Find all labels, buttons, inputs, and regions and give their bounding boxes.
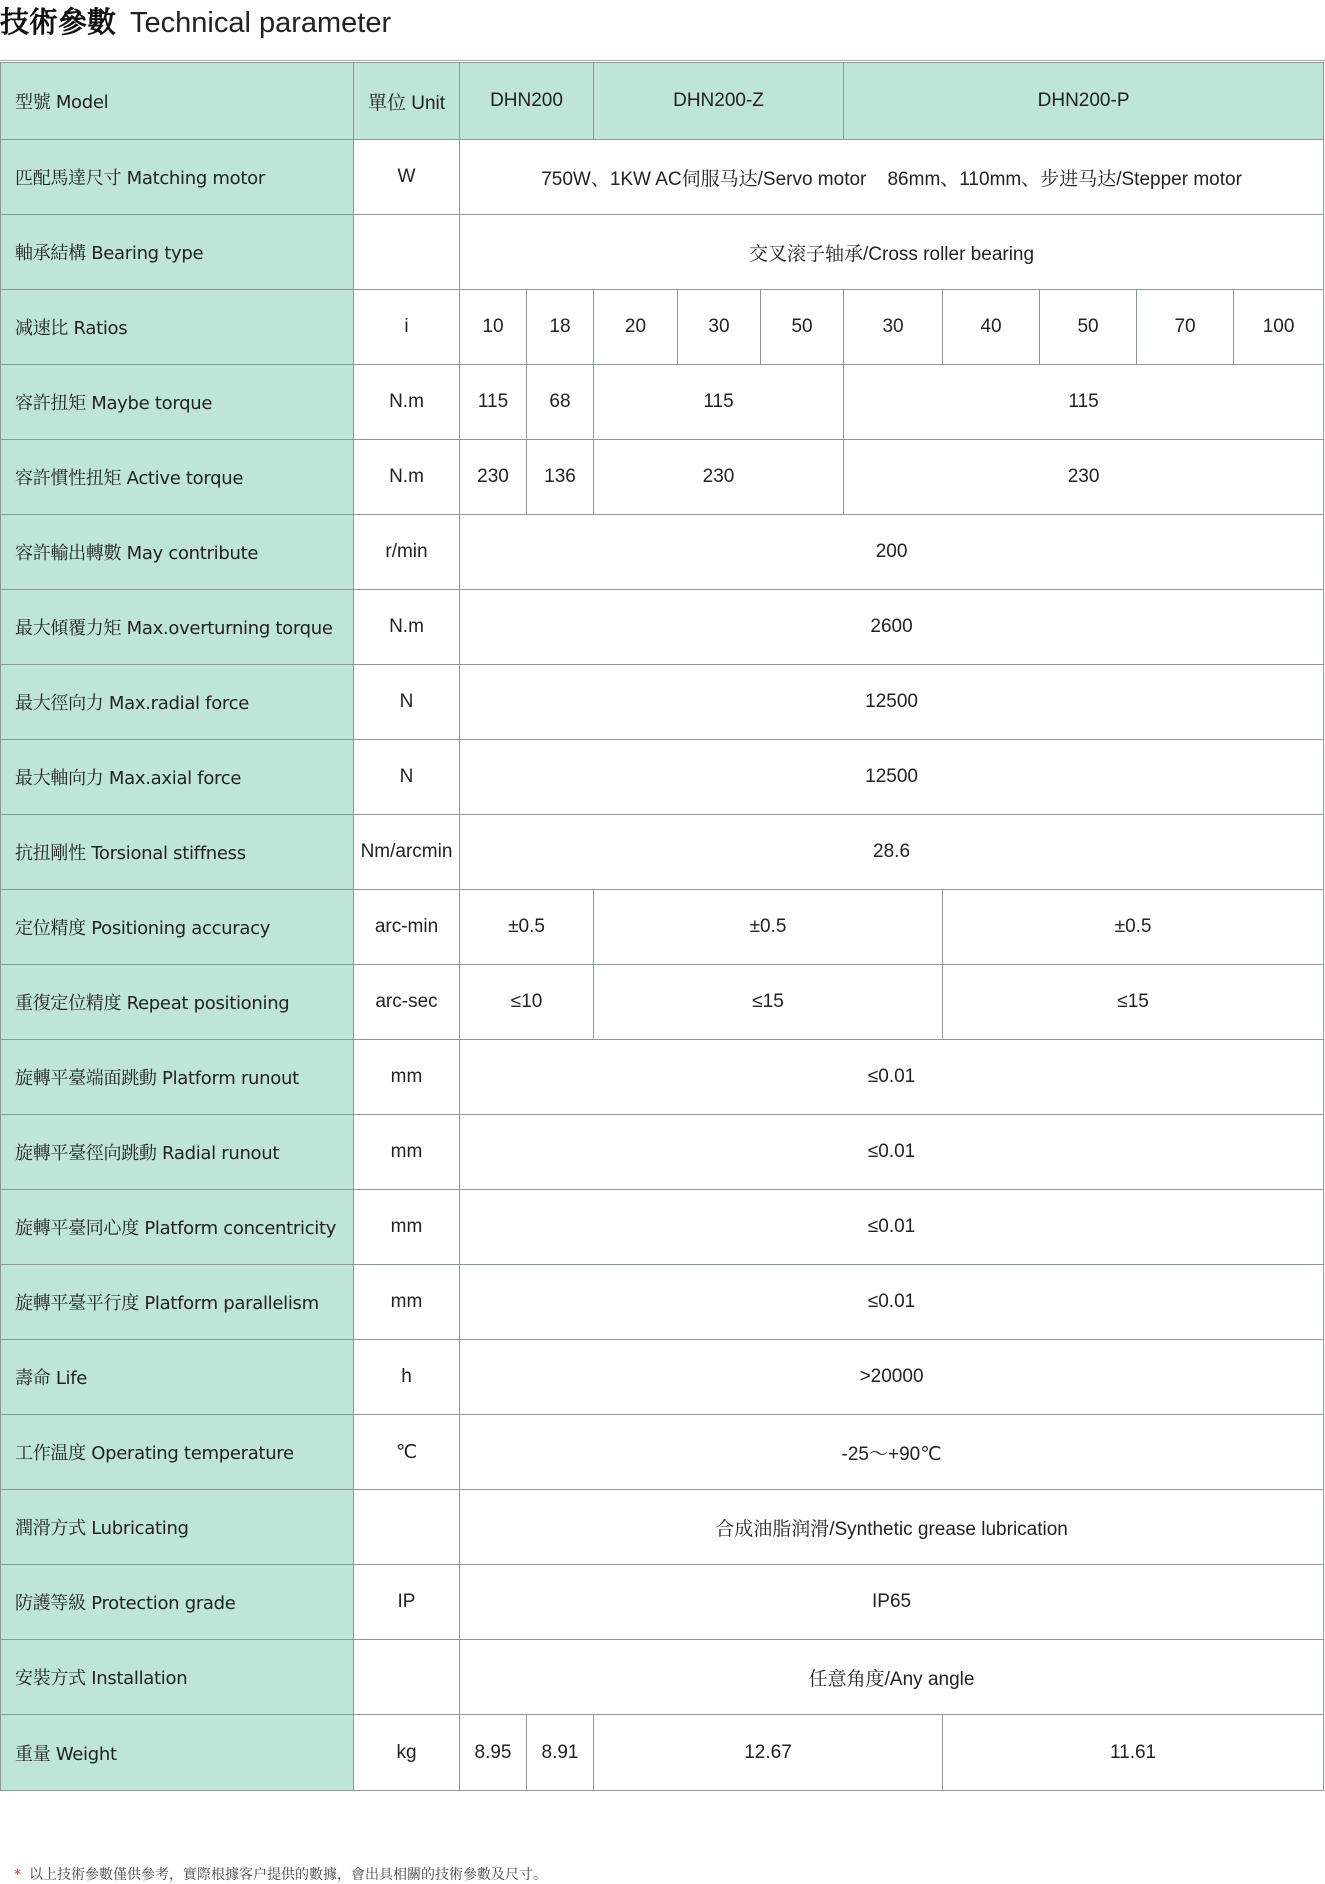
value-cell: 8.91	[527, 1715, 594, 1791]
header-dhn200-z: DHN200-Z	[594, 63, 844, 140]
value-cell: 230	[844, 440, 1324, 515]
table-row-protection-grade	[1, 1565, 1324, 1640]
title-en: Technical parameter	[130, 7, 392, 39]
row-unit: N.m	[354, 440, 460, 515]
ratio-cell: 20	[594, 290, 678, 365]
header-unit: 單位 Unit	[354, 63, 460, 140]
row-value: 合成油脂润滑/Synthetic grease lubrication	[460, 1490, 1324, 1565]
row-unit: arc-sec	[354, 965, 460, 1040]
table-row-platform-parallelism	[1, 1265, 1324, 1340]
table-row-repeat-positioning	[1, 965, 1324, 1040]
technical-parameter-table	[0, 62, 1324, 1791]
value-cell: ±0.5	[594, 890, 943, 965]
table-row-may-contribute	[1, 515, 1324, 590]
row-unit: N.m	[354, 365, 460, 440]
value-cell: 115	[594, 365, 844, 440]
value-cell: 230	[594, 440, 844, 515]
value-cell: 136	[527, 440, 594, 515]
ratio-cell: 18	[527, 290, 594, 365]
table-row-platform-concentricity	[1, 1190, 1324, 1265]
row-unit	[354, 1490, 460, 1565]
row-label: 旋轉平臺同心度 Platform concentricity	[1, 1190, 354, 1265]
row-value: 2600	[460, 590, 1324, 665]
footnote-text: 以上技術參數僅供參考，實際根據客户提供的數據，會出具相關的技術參數及尺寸。	[29, 1867, 547, 1883]
row-value: 750W、1KW AC伺服马达/Servo motor 86mm、110mm、步进马达/Stepper motor	[460, 140, 1324, 215]
row-label: 重量 Weight	[1, 1715, 354, 1791]
row-label: 防護等級 Protection grade	[1, 1565, 354, 1640]
row-label: 壽命 Life	[1, 1340, 354, 1415]
ratio-cell: 30	[844, 290, 943, 365]
table-row-ratios	[1, 290, 1324, 365]
value-cell: ≤15	[594, 965, 943, 1040]
row-value: 任意角度/Any angle	[460, 1640, 1324, 1715]
row-unit: IP	[354, 1565, 460, 1640]
row-unit: h	[354, 1340, 460, 1415]
row-value: ≤0.01	[460, 1265, 1324, 1340]
ratio-cell: 30	[678, 290, 761, 365]
table-row-torsional-stiffness	[1, 815, 1324, 890]
table-row-maybe-torque	[1, 365, 1324, 440]
row-label: 容許慣性扭矩 Active torque	[1, 440, 354, 515]
row-value: 交叉滚子轴承/Cross roller bearing	[460, 215, 1324, 290]
row-unit: arc-min	[354, 890, 460, 965]
row-value: >20000	[460, 1340, 1324, 1415]
value-cell: 11.61	[943, 1715, 1324, 1791]
row-unit: r/min	[354, 515, 460, 590]
row-value: -25～+90℃	[460, 1415, 1324, 1490]
table-row-radial-runout	[1, 1115, 1324, 1190]
row-value: ≤0.01	[460, 1040, 1324, 1115]
row-value: 12500	[460, 665, 1324, 740]
row-label: 安裝方式 Installation	[1, 1640, 354, 1715]
page-title	[0, 0, 391, 40]
ratio-cell: 10	[460, 290, 527, 365]
row-unit: N	[354, 665, 460, 740]
table-row-platform-runout	[1, 1040, 1324, 1115]
table-row-operating-temperature	[1, 1415, 1324, 1490]
value-cell: ≤15	[943, 965, 1324, 1040]
row-unit: W	[354, 140, 460, 215]
row-value: IP65	[460, 1565, 1324, 1640]
ratio-cell: 100	[1234, 290, 1324, 365]
row-label: 容許扭矩 Maybe torque	[1, 365, 354, 440]
ratio-cell: 50	[761, 290, 844, 365]
value-cell: 115	[460, 365, 527, 440]
row-label: 工作温度 Operating temperature	[1, 1415, 354, 1490]
table-row-positioning-accuracy	[1, 890, 1324, 965]
row-unit: Nm/arcmin	[354, 815, 460, 890]
row-unit: mm	[354, 1190, 460, 1265]
row-value: 28.6	[460, 815, 1324, 890]
value-cell: ±0.5	[460, 890, 594, 965]
row-value: ≤0.01	[460, 1115, 1324, 1190]
row-unit: mm	[354, 1265, 460, 1340]
row-value: 200	[460, 515, 1324, 590]
ratio-cell: 70	[1137, 290, 1234, 365]
row-label: 抗扭剛性 Torsional stiffness	[1, 815, 354, 890]
table-row-radial-force	[1, 665, 1324, 740]
row-unit: N.m	[354, 590, 460, 665]
row-unit: N	[354, 740, 460, 815]
value-cell: 12.67	[594, 1715, 943, 1791]
row-unit	[354, 1640, 460, 1715]
table-row-life	[1, 1340, 1324, 1415]
table-row-weight	[1, 1715, 1324, 1791]
row-value: 12500	[460, 740, 1324, 815]
row-label: 最大徑向力 Max.radial force	[1, 665, 354, 740]
value-cell: ±0.5	[943, 890, 1324, 965]
row-label: 旋轉平臺徑向跳動 Radial runout	[1, 1115, 354, 1190]
footnote-marker: *	[14, 1867, 21, 1883]
row-label: 旋轉平臺平行度 Platform parallelism	[1, 1265, 354, 1340]
row-unit: ℃	[354, 1415, 460, 1490]
table-header-row	[1, 63, 1324, 140]
row-label: 匹配馬達尺寸 Matching motor	[1, 140, 354, 215]
row-label: 旋轉平臺端面跳動 Platform runout	[1, 1040, 354, 1115]
row-label: 重復定位精度 Repeat positioning	[1, 965, 354, 1040]
row-label: 軸承結構 Bearing type	[1, 215, 354, 290]
table-row-lubricating	[1, 1490, 1324, 1565]
value-cell: 115	[844, 365, 1324, 440]
row-label: 最大傾覆力矩 Max.overturning torque	[1, 590, 354, 665]
table-row-installation	[1, 1640, 1324, 1715]
value-cell: 230	[460, 440, 527, 515]
title-zh: 技術參數	[0, 5, 117, 39]
row-label: 容許輸出轉數 May contribute	[1, 515, 354, 590]
footnote	[14, 1864, 547, 1884]
divider	[0, 60, 1325, 61]
ratio-cell: 50	[1040, 290, 1137, 365]
row-label: 最大軸向力 Max.axial force	[1, 740, 354, 815]
row-unit	[354, 215, 460, 290]
table-row-bearing-type	[1, 215, 1324, 290]
row-unit: mm	[354, 1115, 460, 1190]
value-cell: 68	[527, 365, 594, 440]
row-label: 潤滑方式 Lubricating	[1, 1490, 354, 1565]
row-label: 减速比 Ratios	[1, 290, 354, 365]
table-row-matching-motor	[1, 140, 1324, 215]
header-dhn200-p: DHN200-P	[844, 63, 1324, 140]
row-unit: kg	[354, 1715, 460, 1791]
table-row-overturning-torque	[1, 590, 1324, 665]
row-label: 定位精度 Positioning accuracy	[1, 890, 354, 965]
header-model: 型號 Model	[1, 63, 354, 140]
value-cell: 8.95	[460, 1715, 527, 1791]
ratio-cell: 40	[943, 290, 1040, 365]
row-unit: i	[354, 290, 460, 365]
table-row-axial-force	[1, 740, 1324, 815]
value-cell: ≤10	[460, 965, 594, 1040]
header-dhn200: DHN200	[460, 63, 594, 140]
table-row-active-torque	[1, 440, 1324, 515]
row-value: ≤0.01	[460, 1190, 1324, 1265]
row-unit: mm	[354, 1040, 460, 1115]
